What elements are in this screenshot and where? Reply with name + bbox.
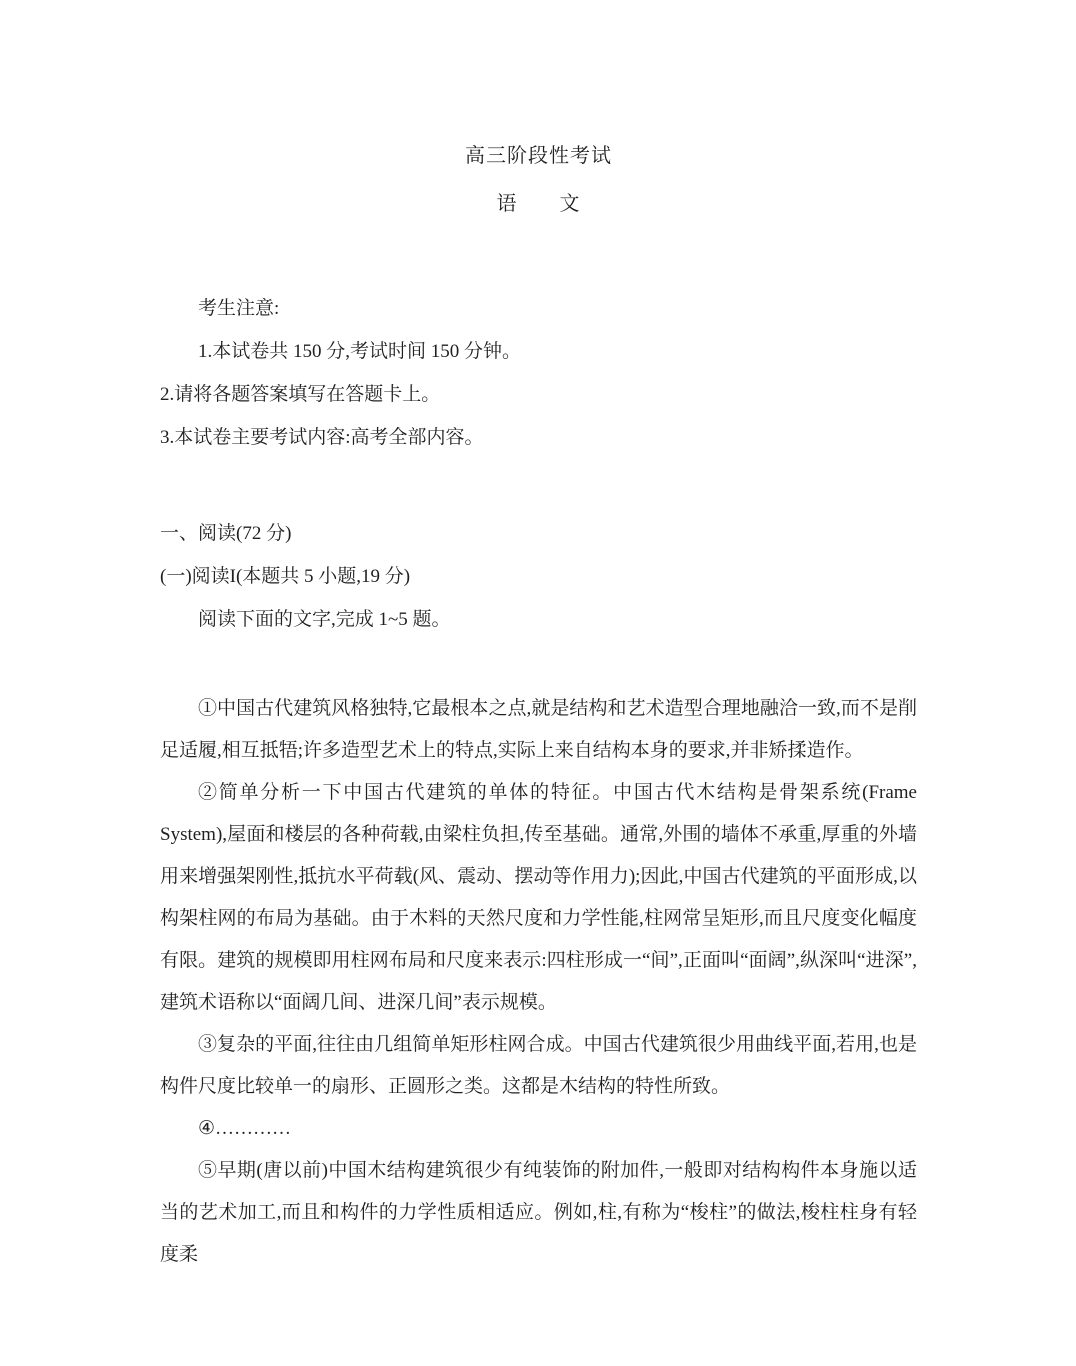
notice-heading: 考生注意:: [198, 298, 280, 319]
reading-instruction: 阅读下面的文字,完成 1~5 题。: [198, 609, 451, 630]
section-title: 一、阅读(72 分): [160, 523, 292, 544]
notice-item-1: 1.本试卷共 150 分,考试时间 150 分钟。: [198, 341, 522, 362]
passage-paragraph-5: ⑤早期(唐以前)中国木结构建筑很少有纯装饰的附加件,一般即对结构构件本身施以适当的艺术加工,而且和构件的力学性质相适应。例如,柱,有称为“梭柱”的做法,梭柱柱身有轻度柔: [160, 1160, 917, 1265]
subsection-title: (一)阅读I(本题共 5 小题,19 分): [160, 566, 411, 587]
passage-paragraph-2: ②简单分析一下中国古代建筑的单体的特征。中国古代木结构是骨架系统(Frame System),屋面和楼层的各种荷载,由梁柱负担,传至基础。通常,外围的墙体不承重,厚重的外墙用来增强架刚性,抵抗水平荷载(风、震动、摆动等作用力);因此,中国古代建筑的平面形成,以构架柱网的布局为基础。由于木料的天然尺度和力学性能,柱网常呈矩形,而且尺度变化幅度有限。建筑的规模即用柱网布局和尺度来表示:四柱形成一“间”,正面叫“面阔”,纵深叫“进深”,建筑术语称以“面阔几间、进深几间”表示规模。: [160, 782, 917, 1013]
passage-paragraph-4: ④…………: [198, 1118, 292, 1139]
passage-paragraph-1: ①中国古代建筑风格独特,它最根本之点,就是结构和艺术造型合理地融洽一致,而不是削足适履,相互抵牾;许多造型艺术上的特点,实际上来自结构本身的要求,并非矫揉造作。: [160, 698, 917, 761]
candidate-notice: [160, 287, 917, 459]
passage-paragraph-3: ③复杂的平面,往往由几组简单矩形柱网合成。中国古代建筑很少用曲线平面,若用,也是构件尺度比较单一的扇形、正圆形之类。这都是木结构的特性所致。: [160, 1034, 917, 1097]
notice-item-2: 2.请将各题答案填写在答题卡上。: [160, 384, 441, 405]
reading-passage: [160, 688, 917, 1276]
exam-subject: 语 文: [496, 193, 581, 215]
exam-title: 高三阶段性考试: [465, 145, 612, 167]
section-header: [160, 512, 917, 641]
notice-item-3: 3.本试卷主要考试内容:高考全部内容。: [160, 427, 484, 448]
